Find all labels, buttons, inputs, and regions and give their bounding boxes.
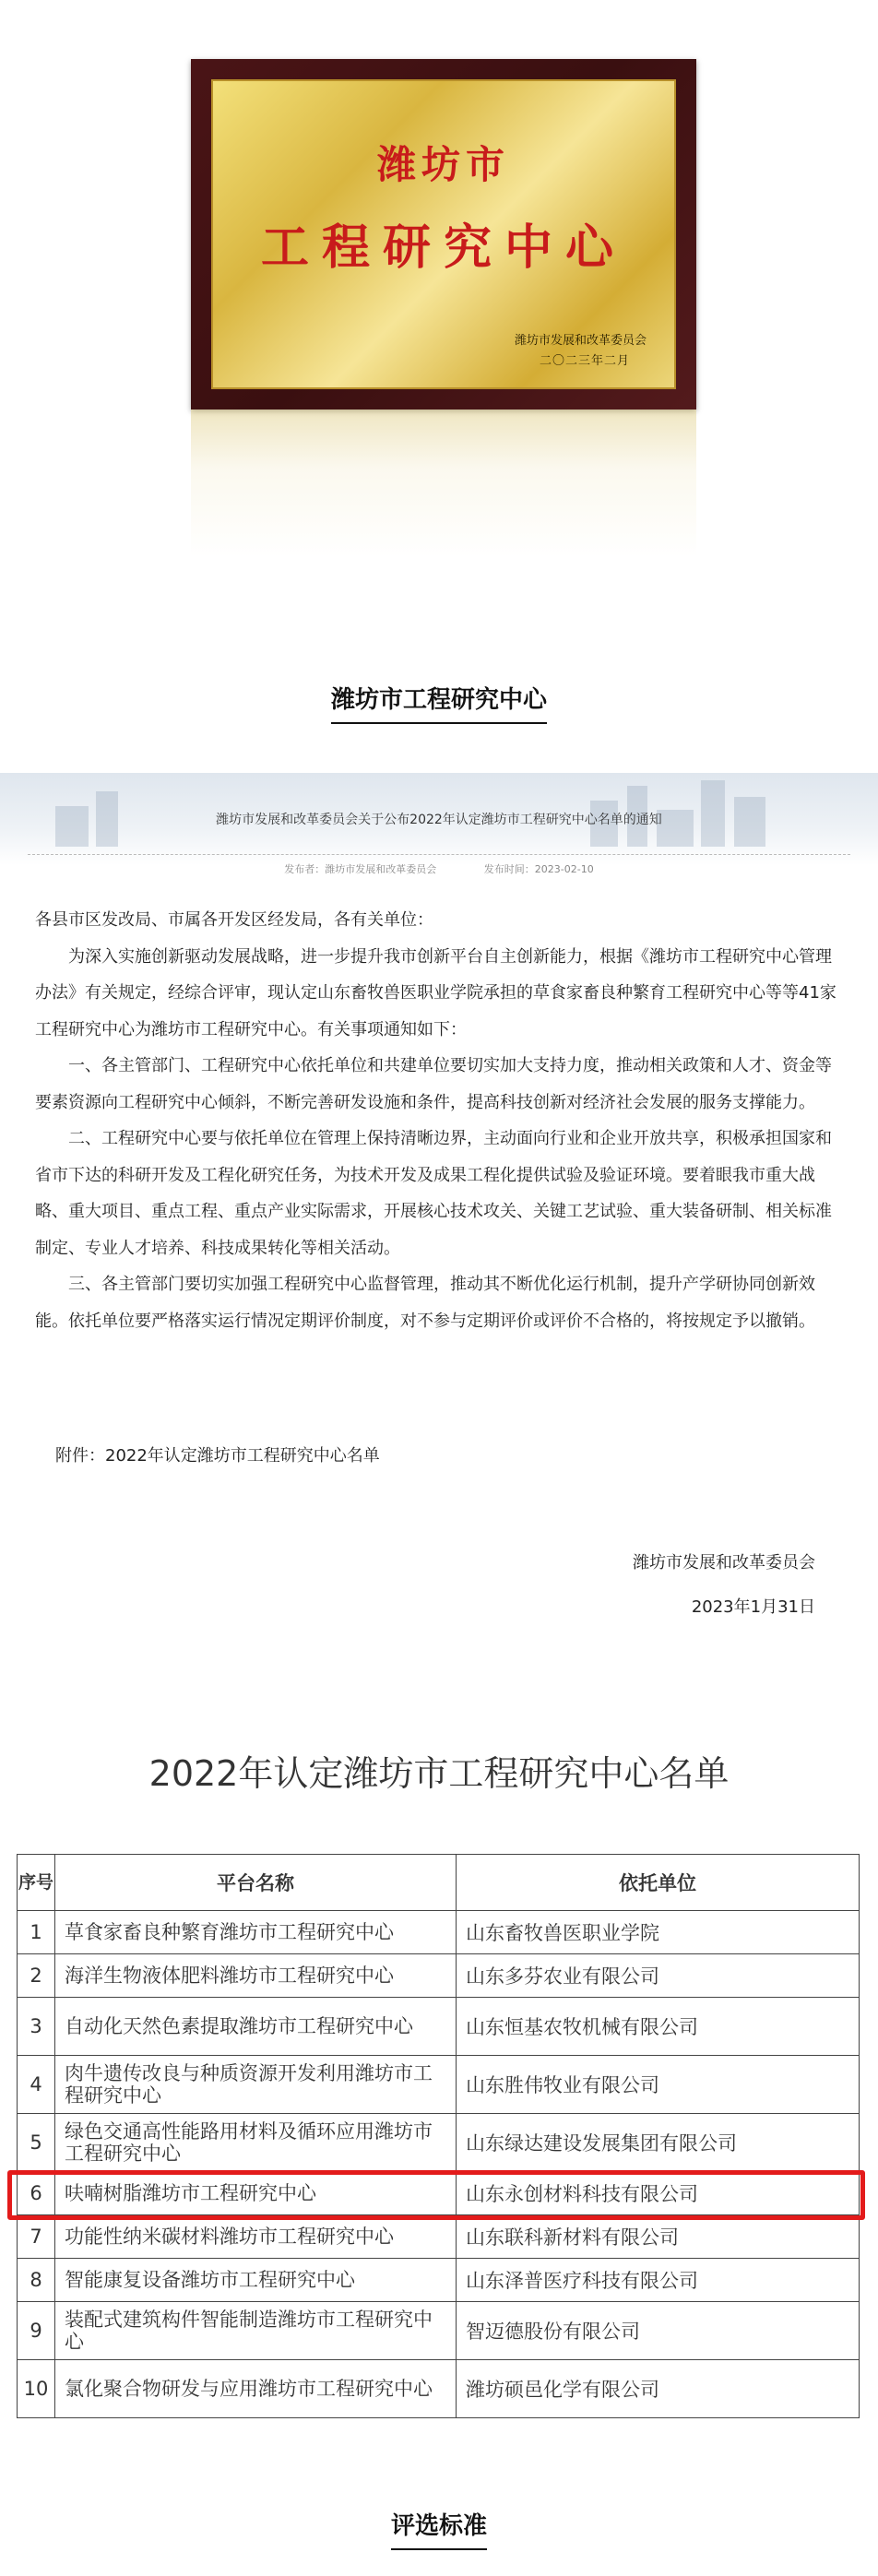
row-unit: 山东胜伟牧业有限公司 — [457, 2056, 860, 2114]
row-platform: 功能性纳米碳材料潍坊市工程研究中心 — [55, 2215, 457, 2259]
row-num: 3 — [18, 1998, 55, 2056]
plaque-reflection — [191, 410, 696, 557]
row-platform: 草食家畜良种繁育潍坊市工程研究中心 — [55, 1911, 457, 1954]
row-platform: 智能康复设备潍坊市工程研究中心 — [55, 2259, 457, 2302]
plaque-title-line2: 工程研究中心 — [260, 220, 626, 276]
plaque-title-line1: 潍坊市 — [376, 142, 510, 187]
notice-body — [35, 902, 843, 1339]
row-platform: 肉牛遗传改良与种质资源开发利用潍坊市工程研究中心 — [55, 2056, 457, 2114]
engineering-center-table — [17, 1854, 860, 2418]
table-row — [18, 2056, 860, 2114]
plaque-frame — [191, 59, 696, 410]
table-row — [18, 2360, 860, 2418]
notice-paragraph: 一、各主管部门、工程研究中心依托单位和共建单位要切实加大支持力度，推动相关政策和人才、资金等要素资源向工程研究中心倾斜，不断完善研发设施和条件，提高科技创新对经济社会发展的服务支撑能力。 — [35, 1056, 832, 1112]
row-unit: 潍坊硕邑化学有限公司 — [457, 2360, 860, 2418]
row-num: 9 — [18, 2302, 55, 2360]
col-header-unit: 依托单位 — [457, 1855, 860, 1911]
notice-publisher: 发布者：潍坊市发展和改革委员会 — [284, 863, 437, 875]
row-platform: 氯化聚合物研发与应用潍坊市工程研究中心 — [55, 2360, 457, 2418]
plaque-image — [191, 59, 696, 410]
section-title-text: 潍坊市工程研究中心 — [331, 681, 547, 724]
row-platform: 自动化天然色素提取潍坊市工程研究中心 — [55, 1998, 457, 2056]
table-row — [18, 2215, 860, 2259]
row-num: 10 — [18, 2360, 55, 2418]
plaque-date: 二〇二三年二月 — [539, 354, 630, 368]
col-header-num: 序号 — [18, 1855, 55, 1911]
section-title — [0, 681, 878, 724]
section-title-text: 评选标准 — [391, 2507, 487, 2550]
notice-publish-time: 发布时间：2023-02-10 — [483, 863, 594, 875]
table-row — [18, 2114, 860, 2172]
section-title — [0, 2507, 878, 2550]
row-platform: 装配式建筑构件智能制造潍坊市工程研究中心 — [55, 2302, 457, 2360]
row-platform: 海洋生物液体肥料潍坊市工程研究中心 — [55, 1954, 457, 1998]
table-row — [18, 2302, 860, 2360]
notice-signature: 潍坊市发展和改革委员会 — [633, 1553, 815, 1573]
row-num: 5 — [18, 2114, 55, 2172]
notice-paragraph: 二、工程研究中心要与依托单位在管理上保持清晰边界，主动面向行业和企业开放共享，积极承担国家和省市下达的科研开发及工程化研究任务，为技术开发及成果工程化提供试验及验证环境。要着眼我市重大战略、重大项目、重点工程、重点产业实际需求，开展核心技术攻关、关键工艺试验、重大装备研制、相关标准制定、专业人才培养、科技成果转化等相关活动。 — [35, 1129, 832, 1258]
row-unit: 山东泽普医疗科技有限公司 — [457, 2259, 860, 2302]
notice-header: 潍坊市发展和改革委员会关于公布2022年认定潍坊市工程研究中心名单的通知 — [216, 813, 662, 827]
row-num: 6 — [18, 2172, 55, 2215]
divider — [28, 854, 850, 855]
row-num: 8 — [18, 2259, 55, 2302]
notice-document — [0, 773, 878, 1621]
notice-attachment: 附件：2022年认定潍坊市工程研究中心名单 — [55, 1446, 380, 1466]
row-unit: 山东联科新材料有限公司 — [457, 2215, 860, 2259]
notice-meta — [0, 861, 878, 876]
row-num: 4 — [18, 2056, 55, 2114]
plaque-gold-panel — [211, 79, 676, 389]
row-platform: 绿色交通高性能路用材料及循环应用潍坊市工程研究中心 — [55, 2114, 457, 2172]
row-unit: 山东多芬农业有限公司 — [457, 1954, 860, 1998]
red-highlight-box — [7, 2170, 865, 2220]
notice-salutation: 各县市区发改局、市属各开发区经发局，各有关单位： — [35, 910, 433, 930]
row-num: 1 — [18, 1911, 55, 1954]
table-row — [18, 1998, 860, 2056]
row-unit: 山东恒基农牧机械有限公司 — [457, 1998, 860, 2056]
table-row — [18, 1954, 860, 1998]
plaque-issuer: 潍坊市发展和改革委员会 — [514, 334, 647, 348]
notice-paragraph: 三、各主管部门要切实加强工程研究中心监督管理，推动其不断优化运行机制，提升产学研协同创新效能。依托单位要严格落实运行情况定期评价制度，对不参与定期评价或评价不合格的，将按规定予以撤销。 — [35, 1275, 815, 1331]
row-num: 7 — [18, 2215, 55, 2259]
row-num: 2 — [18, 1954, 55, 1998]
table-row — [18, 1911, 860, 1954]
row-unit: 山东永创材料科技有限公司 — [457, 2172, 860, 2215]
table-row — [18, 2259, 860, 2302]
table-header-row — [18, 1855, 860, 1911]
row-unit: 山东畜牧兽医职业学院 — [457, 1911, 860, 1954]
col-header-platform: 平台名称 — [55, 1855, 457, 1911]
row-unit: 山东绿达建设发展集团有限公司 — [457, 2114, 860, 2172]
row-platform: 呋喃树脂潍坊市工程研究中心 — [55, 2172, 457, 2215]
notice-paragraph: 为深入实施创新驱动发展战略，进一步提升我市创新平台自主创新能力，根据《潍坊市工程研究中心管理办法》有关规定，经综合评审，现认定山东畜牧兽医职业学院承担的草食家畜良种繁育工程研究中心等等41家工程研究中心为潍坊市工程研究中心。有关事项通知如下： — [35, 946, 836, 1039]
row-unit: 智迈德股份有限公司 — [457, 2302, 860, 2360]
list-title: 2022年认定潍坊市工程研究中心名单 — [148, 1753, 730, 1794]
notice-sign-date: 2023年1月31日 — [691, 1597, 815, 1617]
